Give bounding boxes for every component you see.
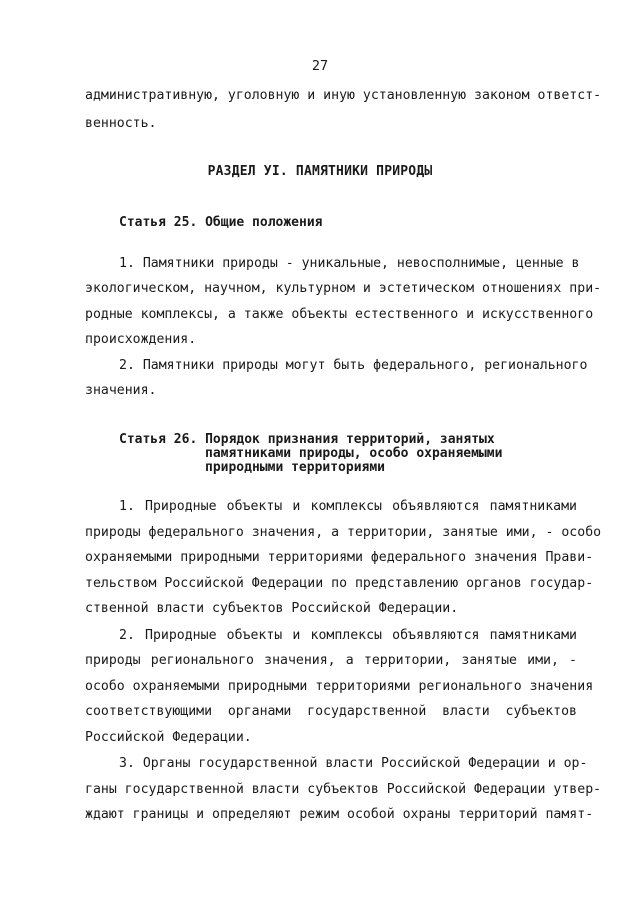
section-title: РАЗДЕЛ УI. ПАМЯТНИКИ ПРИРОДЫ xyxy=(207,164,433,179)
paragraph-line: происхождения. xyxy=(85,332,197,347)
paragraph-line: 2. Природные объекты и комплексы объявляются памятниками xyxy=(119,628,577,643)
article-26-heading-line-3: природными территориями xyxy=(205,460,386,475)
paragraph-line: соответствующими органами государственной власти субъектов xyxy=(85,704,577,719)
paragraph-line: особо охраняемыми природными территориями регионального значения xyxy=(85,679,594,694)
paragraph-line: Российской Федерации. xyxy=(85,730,252,745)
paragraph-line: ждают границы и определяют режим особой охраны территорий памят- xyxy=(85,807,594,822)
paragraph-line: 1. Природные объекты и комплексы объявляются памятниками xyxy=(119,499,577,514)
text-line: административную, уголовную и иную установленную законом ответст- xyxy=(85,88,602,103)
article-26-heading-line-2: памятниками природы, особо охраняемыми xyxy=(205,446,503,461)
paragraph-line: экологическом, научном, культурном и эстетическом отношениях при- xyxy=(85,281,602,296)
paragraph-line: значения. xyxy=(85,383,157,398)
page-number: 27 xyxy=(311,58,329,74)
paragraph-line: природы регионального значения, а территории, занятые ими, - xyxy=(85,653,577,668)
article-25-heading: Статья 25. Общие положения xyxy=(119,215,323,230)
article-26-heading: Статья 26. Порядок признания территорий, занятых xyxy=(119,432,495,447)
paragraph-line: родные комплексы, а также объекты естественного и искусственного xyxy=(85,307,594,322)
text-line: венность. xyxy=(85,116,157,131)
paragraph-line: тельством Российской Федерации по представлению органов государ- xyxy=(85,576,594,591)
paragraph-line: 3. Органы государственной власти Российской Федерации и ор- xyxy=(119,756,588,771)
paragraph-line: ганы государственной власти субъектов Российской Федерации утвер- xyxy=(85,782,602,797)
paragraph-line: 2. Памятники природы могут быть федерального, регионального xyxy=(119,358,588,373)
paragraph-line: ственной власти субъектов Российской Федерации. xyxy=(85,601,459,616)
paragraph-line: охраняемыми природными территориями федерального значения Прави- xyxy=(85,550,594,565)
paragraph-line: 1. Памятники природы - уникальные, невосполнимые, ценные в xyxy=(119,256,580,271)
paragraph-line: природы федерального значения, а территории, занятые ими, - особо xyxy=(85,525,602,540)
